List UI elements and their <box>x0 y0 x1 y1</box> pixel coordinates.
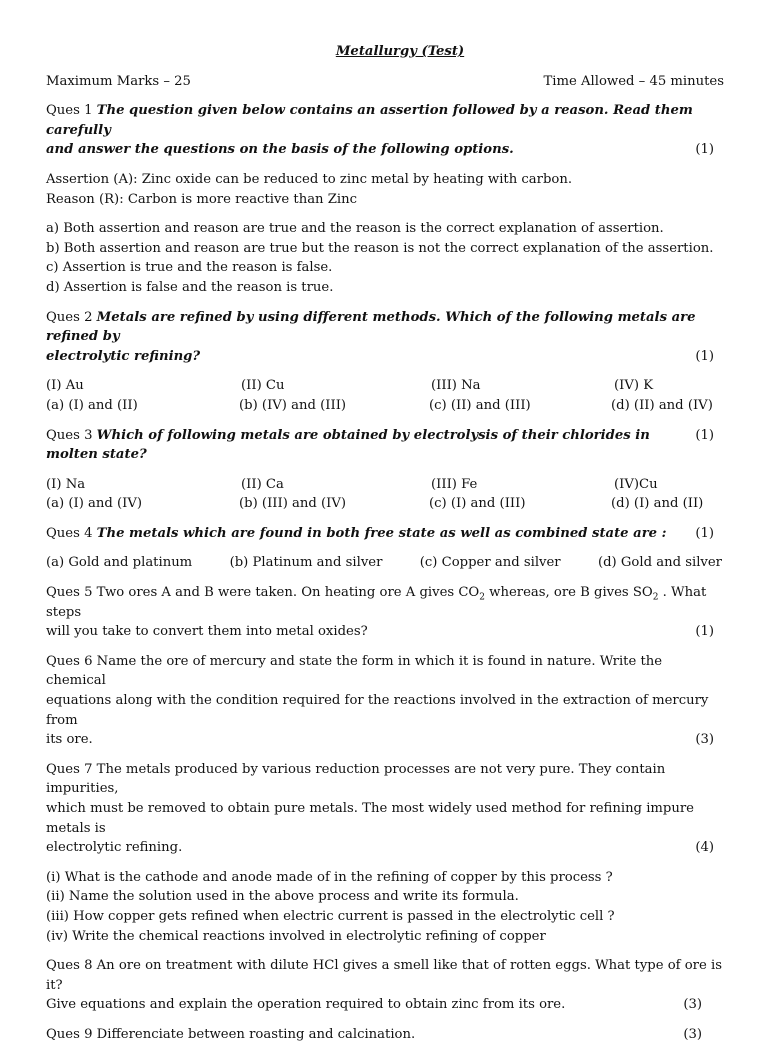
question-text-cont: will you take to convert them into metal oxides? <box>46 624 368 640</box>
question-text: The question given below contains an assertion followed by a reason. Read them carefully <box>46 103 693 138</box>
option: (d) (I) and (II) <box>611 496 704 512</box>
question-text-cont: and answer the questions on the basis of the following options. <box>46 142 514 158</box>
question-marks: (1) <box>695 348 714 364</box>
option: (c) (II) and (III) <box>429 397 531 413</box>
page-title: Metallurgy (Test) <box>335 44 465 59</box>
item: (II) Ca <box>241 476 284 492</box>
question-marks: (1) <box>695 427 714 443</box>
max-marks: Maximum Marks – 25 <box>46 73 191 89</box>
question-marks: (1) <box>695 624 714 640</box>
question-text: Which of following metals are obtained by electrolysis of their chlorides in molten state? <box>46 427 650 463</box>
option: (c) Copper and silver <box>419 555 561 571</box>
question-text: Ques 9 Differenciate between roasting and calcination. <box>46 1026 416 1042</box>
option: (a) (I) and (IV) <box>46 496 143 512</box>
text-part: Ques 5 Two ores A and B were taken. On heating ore A gives CO <box>46 585 480 601</box>
option: (c) (I) and (III) <box>429 496 526 512</box>
question-marks: (1) <box>695 142 714 158</box>
option: b) Both assertion and reason are true but the reason is not the correct explanation of the assertion. <box>46 240 714 256</box>
question-text-cont: which must be removed to obtain pure metals. The most widely used method for refining impure metals is <box>46 801 694 836</box>
question-5 <box>46 583 724 642</box>
option: (a) (I) and (II) <box>46 397 138 413</box>
text-part: . What steps <box>46 585 707 620</box>
question-text-cont: Give equations and explain the operation required to obtain zinc from its ore. <box>46 997 566 1013</box>
item: (IV) K <box>614 378 654 394</box>
subscript: 2 <box>652 592 659 603</box>
question-prefix: Ques 4 <box>46 525 93 541</box>
question-marks: (3) <box>683 997 702 1013</box>
item: (I) Au <box>46 378 84 394</box>
question-3 <box>46 426 724 465</box>
option: a) Both assertion and reason are true and the reason is the correct explanation of assertion. <box>46 221 664 237</box>
question-7 <box>46 760 724 858</box>
question-text: Ques 6 Name the ore of mercury and state the form in which it is found in nature. Write the chemical <box>46 653 663 689</box>
question-4 <box>46 524 724 544</box>
question-8 <box>46 956 724 1015</box>
item: (III) Fe <box>431 476 478 492</box>
question-text: Ques 7 The metals produced by various reduction processes are not very pure. They contain impurities, <box>46 761 666 797</box>
question-4-options <box>46 553 724 573</box>
item: (IV)Cu <box>614 476 658 492</box>
question-1 <box>46 101 724 160</box>
option: (d) (II) and (IV) <box>611 397 713 413</box>
option: (d) Gold and silver <box>597 555 722 571</box>
sub-question: (iii) How copper gets refined when electric current is passed in the electrolytic cell ? <box>46 908 615 924</box>
sub-question: (iv) Write the chemical reactions involved in electrolytic refining of copper <box>46 928 546 944</box>
question-marks: (4) <box>695 840 714 856</box>
question-7-parts <box>46 868 724 946</box>
question-2-choices <box>46 376 724 415</box>
question-prefix: Ques 1 <box>46 103 93 119</box>
option: (a) Gold and platinum <box>46 555 193 571</box>
question-6 <box>46 652 724 750</box>
question-2 <box>46 308 724 367</box>
question-text-cont: equations along with the condition required for the reactions involved in the extraction of mercury from <box>46 693 709 728</box>
item: (III) Na <box>431 378 481 394</box>
time-allowed: Time Allowed – 45 minutes <box>543 73 724 89</box>
question-text-cont: electrolytic refining? <box>46 348 201 364</box>
question-text: The metals which are found in both free state as well as combined state are : <box>96 525 667 541</box>
question-prefix: Ques 3 <box>46 427 93 443</box>
question-marks: (3) <box>683 1026 702 1042</box>
option: d) Assertion is false and the reason is true. <box>46 279 334 295</box>
question-marks: (1) <box>695 525 714 541</box>
assertion-reason <box>46 170 724 209</box>
question-9 <box>46 1025 724 1045</box>
subscript: 2 <box>479 592 485 603</box>
question-text: Ques 8 An ore on treatment with dilute HCl gives a smell like that of rotten eggs. What type of ore is it? <box>46 958 722 993</box>
question-marks: (3) <box>695 732 714 748</box>
option: c) Assertion is true and the reason is false. <box>46 260 333 276</box>
reason: Reason (R): Carbon is more reactive than Zinc <box>46 191 358 207</box>
question-text: Metals are refined by using different methods. Which of the following metals are refined by <box>46 309 696 345</box>
question-text-cont: electrolytic refining. <box>46 840 183 856</box>
item: (II) Cu <box>241 378 285 394</box>
text-part: whereas, ore B gives SO <box>484 585 653 601</box>
question-3-choices <box>46 475 724 514</box>
item: (I) Na <box>46 476 86 492</box>
option: (b) Platinum and silver <box>229 555 383 571</box>
sub-question: (ii) Name the solution used in the above process and write its formula. <box>46 889 519 905</box>
option: (b) (IV) and (III) <box>239 397 347 413</box>
header-info <box>46 72 724 92</box>
question-text-cont: its ore. <box>46 732 93 748</box>
question-1-options <box>46 219 724 297</box>
option: (b) (III) and (IV) <box>239 496 347 512</box>
question-prefix: Ques 2 <box>46 309 93 325</box>
question-text <box>46 583 724 622</box>
sub-question: (i) What is the cathode and anode made of in the refining of copper by this process ? <box>46 869 613 885</box>
assertion: Assertion (A): Zinc oxide can be reduced to zinc metal by heating with carbon. <box>46 171 573 187</box>
